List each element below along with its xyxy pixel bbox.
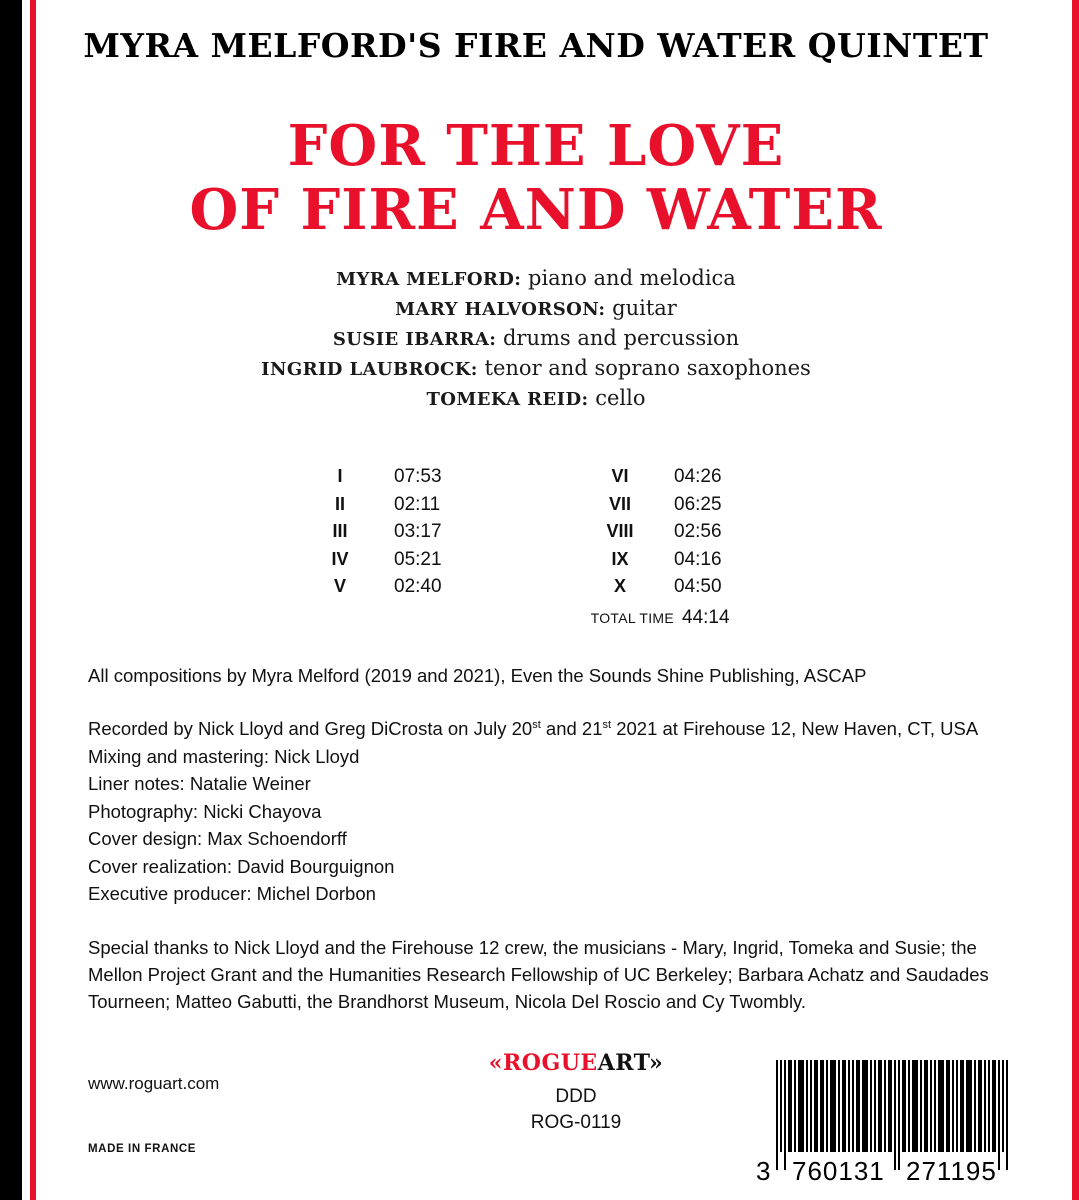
musician-instrument: piano and melodica [528, 266, 736, 290]
total-time-label: TOTAL TIME [590, 609, 674, 626]
musician-name: TOMEKA REID: [426, 389, 589, 410]
catalog-number: ROG-0119 [530, 1112, 622, 1133]
track-duration: 04:16 [674, 548, 722, 570]
track-number: X [613, 576, 626, 596]
personnel-row [36, 354, 1036, 384]
mixing-credit: Mixing and mastering: Nick Lloyd [88, 745, 360, 767]
track-duration: 03:17 [394, 521, 442, 542]
track-number: V [333, 576, 346, 596]
total-time-value: 44:14 [682, 606, 730, 628]
track-entry [566, 576, 846, 598]
track-duration: 06:25 [674, 493, 722, 515]
track-number: IX [611, 548, 629, 569]
track-row [286, 576, 846, 604]
personnel-row [36, 384, 1036, 414]
track-entry [286, 466, 566, 488]
musician-instrument: guitar [612, 296, 677, 320]
track-entry [286, 576, 566, 598]
musician-name: MYRA MELFORD: [336, 269, 522, 290]
track-number: VII [608, 493, 631, 514]
track-duration: 04:50 [674, 576, 722, 597]
barcode-right-digits: 271195 [906, 1156, 997, 1186]
recording-sup-2: st [602, 719, 612, 731]
track-duration: 05:21 [394, 548, 442, 570]
cover-realization-credit: Cover realization: David Bourguignon [88, 855, 395, 877]
track-number: IV [331, 548, 349, 569]
track-listing [286, 466, 846, 629]
total-time-row [566, 607, 846, 629]
label-logo-rogue: «ROGUE [488, 1050, 598, 1076]
recording-credit [88, 712, 1018, 743]
track-duration: 04:26 [674, 466, 722, 487]
band-name: MYRA MELFORD'S FIRE AND WATER QUINTET [83, 26, 989, 65]
personnel-row [36, 324, 1036, 354]
album-title [36, 113, 1036, 243]
barcode-lead-digit: 3 [756, 1156, 772, 1186]
personnel-list [36, 264, 1036, 414]
track-row [286, 494, 846, 522]
track-row [286, 521, 846, 549]
special-thanks: Special thanks to Nick Lloyd and the Firehouse 12 crew, the musicians - Mary, Ingrid, Tomeka and Susie; the Mellon Project Grant and the Humanities Research Fellowship of UC Berkeley; Barbara Achatz and Saudades Tourneen; Matteo Gabutti, the Brandhorst Museum, Nicola Del Roscio and Cy Twombly. [88, 937, 989, 1012]
red-rule-right [1072, 0, 1079, 1200]
website-url[interactable]: www.roguart.com [88, 1074, 220, 1093]
photography-credit: Photography: Nicki Chayova [88, 800, 322, 822]
barcode-left-digits: 760131 [792, 1156, 885, 1186]
track-duration: 02:56 [674, 521, 722, 542]
musician-name: SUSIE IBARRA: [332, 329, 497, 350]
track-entry [566, 549, 846, 571]
track-duration: 02:11 [394, 493, 441, 515]
track-duration: 07:53 [394, 466, 442, 487]
musician-name: MARY HALVORSON: [395, 299, 606, 320]
recording-prefix: Recorded by Nick Lloyd and Greg DiCrosta on July 20 [88, 718, 533, 740]
musician-instrument: tenor and soprano saxophones [484, 356, 811, 380]
executive-producer-credit: Executive producer: Michel Dorbon [88, 883, 376, 905]
track-entry [566, 494, 846, 516]
track-number: II [334, 493, 345, 514]
barcode [756, 1060, 1028, 1186]
label-logo-art: ART» [597, 1050, 664, 1076]
made-in-france: MADE IN FRANCE [88, 1143, 197, 1155]
recording-suffix: 2021 at Firehouse 12, New Haven, CT, USA [611, 718, 979, 740]
recording-sup-1: st [532, 719, 541, 731]
track-duration: 02:40 [394, 576, 442, 597]
track-entry [566, 521, 846, 543]
cover-content [36, 0, 1072, 1200]
label-logo [416, 1050, 736, 1076]
musician-name: INGRID LAUBROCK: [261, 359, 478, 380]
recording-mid: and 21 [540, 718, 603, 740]
personnel-row [36, 294, 1036, 324]
track-number: III [332, 521, 348, 541]
musician-instrument: drums and percussion [502, 326, 740, 350]
track-entry [286, 549, 566, 571]
track-entry [566, 466, 846, 488]
compositions-credit: All compositions by Myra Melford (2019 and 2021), Even the Sounds Shine Publishing, ASCAP [88, 665, 867, 686]
ddd-code: DDD [555, 1086, 597, 1107]
production-credits [88, 712, 1018, 908]
track-number: VI [611, 466, 629, 486]
cover-design-credit: Cover design: Max Schoendorff [88, 828, 347, 850]
musician-instrument: cello [595, 386, 646, 410]
track-entry [286, 494, 566, 516]
album-title-line-1: FOR THE LOVE [287, 113, 785, 179]
track-entry [286, 521, 566, 543]
album-title-line-2: OF FIRE AND WATER [189, 177, 883, 243]
personnel-row [36, 264, 1036, 294]
barcode-bars [776, 1060, 1026, 1152]
track-number: VIII [606, 521, 634, 541]
track-row [286, 549, 846, 577]
track-row [286, 466, 846, 494]
label-block [416, 1050, 736, 1134]
liner-notes-credit: Liner notes: Natalie Weiner [88, 773, 311, 795]
track-number: I [337, 466, 343, 486]
